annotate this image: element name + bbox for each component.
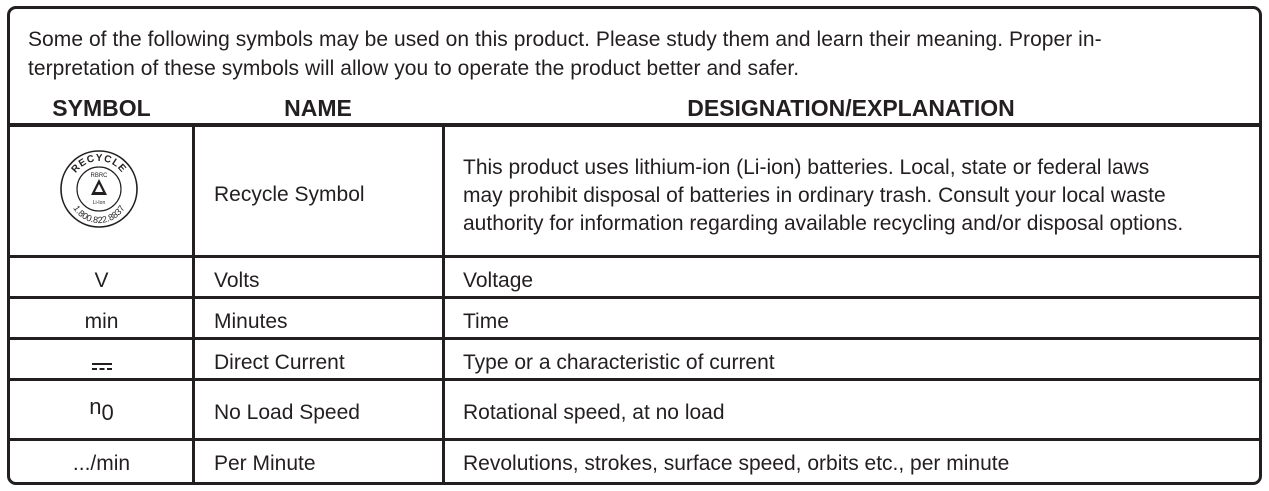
symbol-n: n <box>89 394 102 419</box>
rbrc-recycle-seal-icon <box>59 149 139 229</box>
column-divider <box>442 126 445 482</box>
intro-line: Some of the following symbols may be used on this product. Please study them and learn their meaning. Proper in- <box>28 28 1102 51</box>
row-name-volts: Volts <box>214 269 260 292</box>
row-designation-direct-current: Type or a characteristic of current <box>463 351 775 374</box>
svg-text:Li-Ion: Li-Ion <box>92 200 106 206</box>
explanation-line: authority for information regarding available recycling and/or disposal options. <box>463 212 1184 235</box>
row-symbol-volts: V <box>94 269 109 292</box>
row-name-minutes: Minutes <box>214 310 288 333</box>
row-symbol-no-load-speed <box>10 393 193 425</box>
header-symbol: SYMBOL <box>52 95 151 121</box>
svg-text:RBRC: RBRC <box>90 173 108 179</box>
svg-text:RECYCLE: RECYCLE <box>69 152 129 176</box>
row-name-direct-current: Direct Current <box>214 351 345 374</box>
row-symbol-minutes: min <box>84 310 119 333</box>
explanation-line: This product uses lithium-ion (Li-ion) batteries. Local, state or federal laws <box>463 156 1150 179</box>
svg-text:1.800.822.8837: 1.800.822.8837 <box>71 203 127 226</box>
row-name-per-minute: Per Minute <box>214 452 316 475</box>
row-symbol-direct-current <box>10 349 193 377</box>
column-divider <box>192 126 195 482</box>
header-divider <box>10 123 1259 127</box>
intro-line: terpretation of these symbols will allow you to operate the product better and safer. <box>28 57 800 80</box>
header-name: NAME <box>284 95 352 121</box>
recycle-explanation <box>463 154 1243 238</box>
row-divider <box>10 337 1259 340</box>
row-designation-per-minute: Revolutions, strokes, surface speed, orbits etc., per minute <box>463 452 1010 475</box>
direct-current-icon <box>91 361 113 371</box>
row-designation-minutes: Time <box>463 310 509 333</box>
symbols-table-frame <box>7 6 1262 485</box>
row-divider <box>10 255 1259 258</box>
intro-paragraph <box>28 25 1250 83</box>
row-designation-no-load-speed: Rotational speed, at no load <box>463 401 725 424</box>
row-designation-volts: Voltage <box>463 269 534 292</box>
symbol-subscript: 0 <box>101 400 114 425</box>
row-symbol-per-minute: .../min <box>72 452 131 475</box>
row-name-no-load-speed: No Load Speed <box>214 401 360 424</box>
explanation-line: may prohibit disposal of batteries in ordinary trash. Consult your local waste <box>463 184 1166 207</box>
row-divider <box>10 296 1259 299</box>
header-designation: DESIGNATION/EXPLANATION <box>687 95 1015 121</box>
row-name-recycle: Recycle Symbol <box>214 183 365 206</box>
row-divider <box>10 378 1259 381</box>
row-divider <box>10 438 1259 441</box>
